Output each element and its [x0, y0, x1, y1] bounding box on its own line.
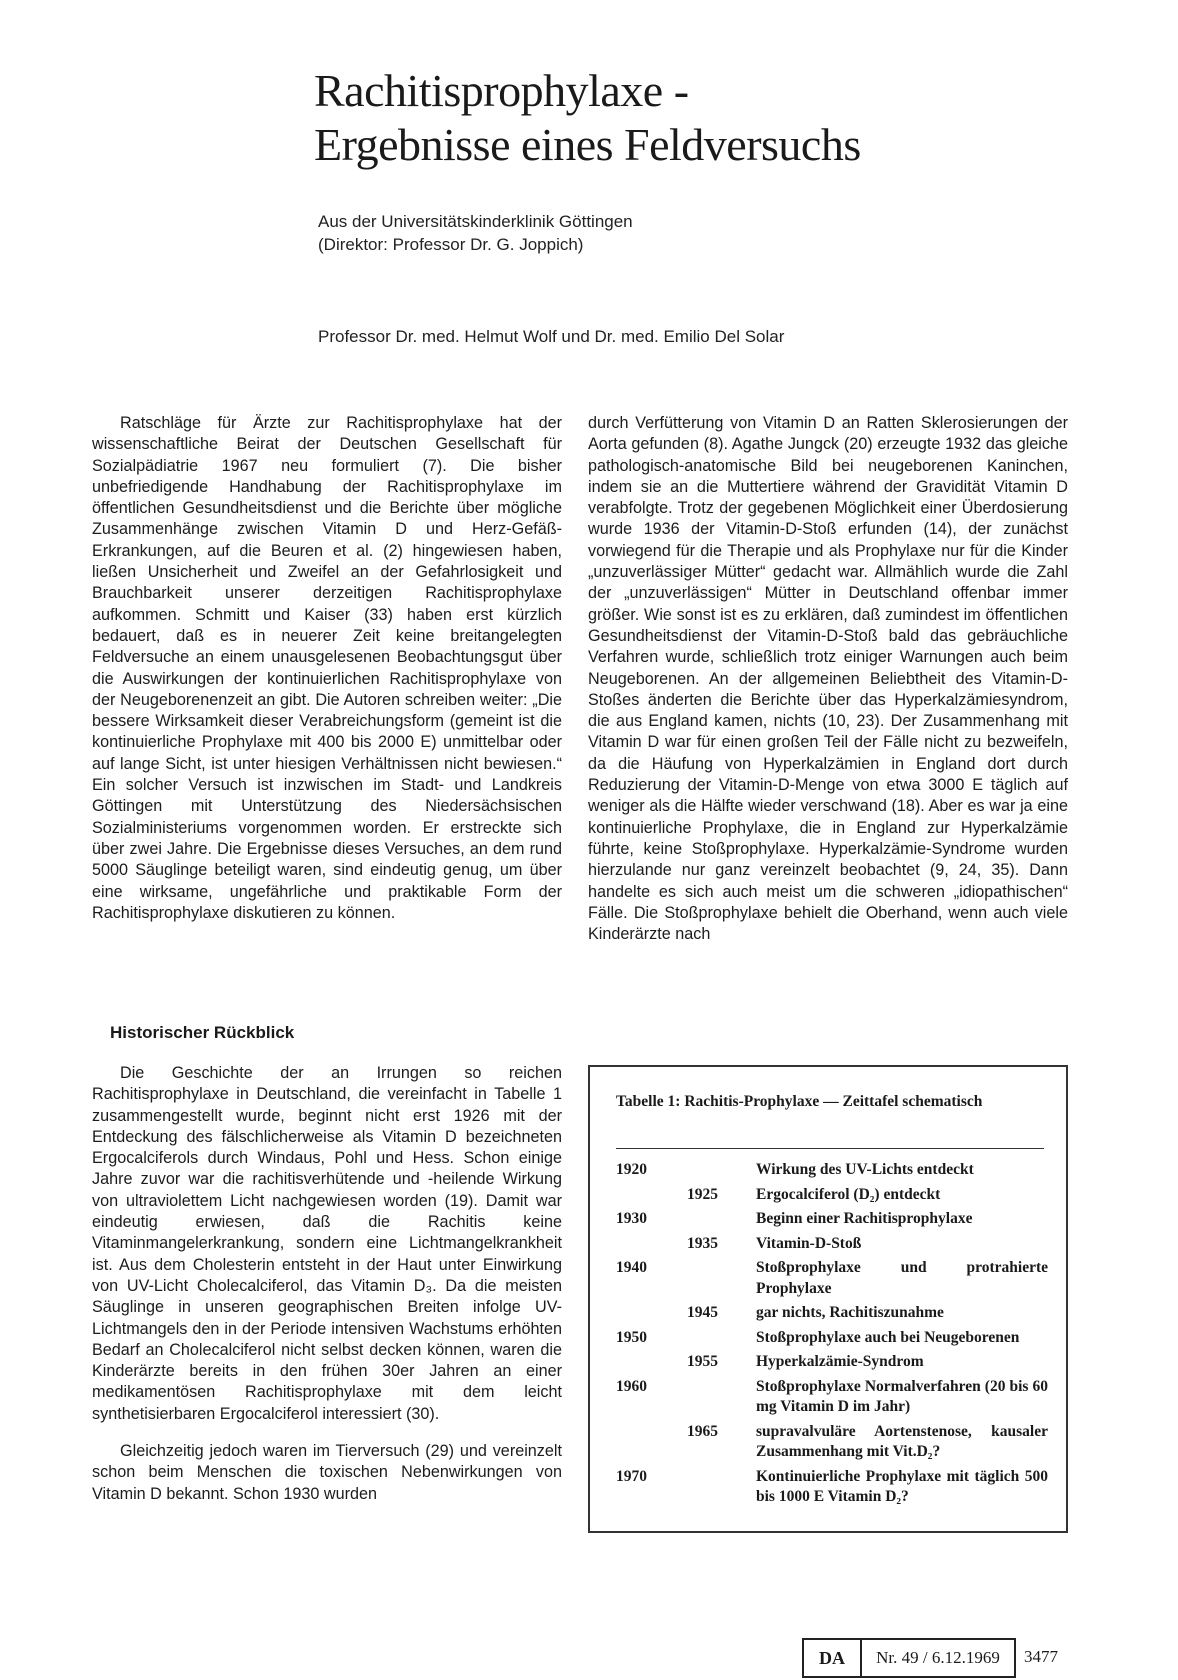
table-event: Stoßprophylaxe und protrahierte Prophylaxe [756, 1259, 1048, 1297]
affiliation-line-2: (Direktor: Professor Dr. G. Joppich) [318, 235, 584, 254]
table-year: 1920 [616, 1161, 647, 1178]
history-paragraph-2: Gleichzeitig jedoch waren im Tierversuch (29) und vereinzelt schon beim Menschen die toxischen Nebenwirkungen von Vitamin D bekannt. Schon 1930 wurden [92, 1442, 562, 1503]
table-year-intermediate: 1945 [687, 1304, 718, 1321]
right-column-paragraph: durch Verfütterung von Vitamin D an Ratten Sklerosierungen der Aorta gefunden (8). Agathe Jungck (20) erzeugte 1932 das gleiche pathologisch-anatomische Bild bei neugeborenen Kaninchen, indem sie an die Muttertiere während der Gravidität Vitamin D verabfolgte. Trotz der gegebenen Möglichkeit einer Überdosierung wurde 1936 der Vitamin-D-Stoß erfunden (14), der zunächst vorwiegend für die Therapie und als Prophylaxe nur für die Kinder „unzuverlässiger Mütter“ gedacht war. Allmählich wurde die Zahl der „unzuverlässigen“ Mütter in Deutschland offenbar immer größer. Wie sonst ist es zu erklären, daß zumindest im öffentlichen Gesundheitsdienst der Vitamin-D-Stoß bald das gebräuchliche Verfahren wurde, schließlich trotz einiger Warnungen auch beim Neugeborenen. An der allgemeinen Beliebtheit des Vitamin-D-Stoßes änderten die Berichte über das Hyperkalzämiesyndrom, die aus England kamen, nichts (10, 23). Der Zusammenhang mit Vitamin D war für einen großen Teil der Fälle nicht zu bezweifeln, da die Häufung von Hyperkalzämien in England dort durch Reduzierung der Vitamin-D-Menge von etwa 3000 E täglich auf weniger als die Hälfte wieder verschwand (18). Aber es war ja eine kontinuierliche Prophylaxe, die in England zur Hyperkalzämie führte, keine Stoßprophylaxe. Hyperkalzämie-Syndrome wurden hierzulande nur ganz vereinzelt beobachtet (9, 24, 35). Dann handelte es sich auch meist um die schweren „idiopathischen“ Fälle. Die Stoßprophylaxe behielt die Oberhand, wenn auch viele Kinderärzte nach [588, 414, 1068, 944]
title-line-1: Rachitisprophylaxe - [314, 65, 689, 116]
table-year: 1970 [616, 1467, 647, 1485]
intro-column [92, 413, 562, 924]
table-row [616, 1209, 1048, 1230]
table-rule [616, 1148, 1044, 1149]
table-event: Stoßprophylaxe auch bei Neugeborenen [756, 1328, 1020, 1346]
table-year: 1930 [616, 1210, 647, 1227]
affiliation [318, 210, 1018, 256]
table-year-intermediate: 1955 [687, 1353, 718, 1370]
timeline-table [588, 1065, 1068, 1533]
table-year: 1950 [616, 1328, 647, 1346]
table-rows [616, 1160, 1048, 1512]
table-year-intermediate: 1925 [687, 1185, 718, 1203]
table-event: Kontinuierliche Prophylaxe mit täglich 500 bis 1000 E Vitamin D₂? [756, 1467, 1048, 1505]
table-row [616, 1467, 1048, 1508]
table-row [616, 1234, 1048, 1255]
right-column [588, 413, 1068, 945]
table-row [616, 1377, 1048, 1418]
table-row [616, 1422, 1048, 1463]
table-year-intermediate: 1965 [687, 1422, 718, 1440]
table-event: Ergocalciferol (D₂) entdeckt [756, 1185, 941, 1203]
issue-info: Nr. 49 / 6.12.1969 [876, 1648, 1000, 1667]
table-year: 1960 [616, 1377, 647, 1395]
table-event: Hyperkalzämie-Syndrom [756, 1353, 924, 1370]
table-year-intermediate: 1935 [687, 1234, 718, 1252]
table-row [616, 1303, 1048, 1324]
page-number: 3477 [1024, 1647, 1058, 1666]
section-heading: Historischer Rückblick [110, 1023, 295, 1042]
table-event: Beginn einer Rachitisprophylaxe [756, 1210, 973, 1227]
table-event: Vitamin-D-Stoß [756, 1234, 862, 1252]
title-line-2: Ergebnisse eines Feldversuchs [314, 119, 861, 170]
table-caption: Tabelle 1: Rachitis-Prophylaxe — Zeittafel schematisch [616, 1093, 983, 1110]
table-row [616, 1185, 1048, 1206]
table-row [616, 1160, 1048, 1181]
journal-footer [802, 1638, 1016, 1678]
authors: Professor Dr. med. Helmut Wolf und Dr. med. Emilio Del Solar [318, 327, 785, 346]
history-paragraph-1: Die Geschichte der an Irrungen so reichen Rachitisprophylaxe in Deutschland, die vereinfacht in Tabelle 1 zusammengestellt wurde, beginnt nicht erst 1926 mit der Entdeckung des fälschlicherweise als Vitamin D bezeichneten Ergocalciferols durch Windaus, Pohl und Hess. Schon einige Jahre zuvor war die rachitisverhütende und -heilende Wirkung von ultraviolettem Licht nachgewiesen worden (19). Damit war eindeutig erwiesen, daß die Rachitis keine Vitaminmangelerkrankung, sondern eine Lichtmangelkrankheit ist. Aus dem Cholesterin entsteht in der Haut unter Einwirkung von UV-Licht Cholecalciferol, das Vitamin D₃. Da die meisten Säuglinge in unseren geographischen Breiten infolge UV-Lichtmangels den in der Periode intensiven Wachstums erhöhten Bedarf an Cholecalciferol nicht selbst decken können, waren die Kinderärzte bereits in den frühen 30er Jahren an einer medikamentösen Rachitisprophylaxe mit dem leicht synthetisierbaren Ergocalciferol interessiert (30). [92, 1064, 562, 1423]
table-year: 1940 [616, 1259, 647, 1276]
journal-logo: DA [804, 1640, 862, 1676]
table-event: gar nichts, Rachitiszunahme [756, 1304, 944, 1321]
article-title [314, 64, 1114, 172]
table-row [616, 1258, 1048, 1299]
table-event: Stoßprophylaxe Normalverfahren (20 bis 60 mg Vitamin D im Jahr) [756, 1377, 1048, 1415]
intro-paragraph: Ratschläge für Ärzte zur Rachitisprophylaxe hat der wissenschaftliche Beirat der Deutschen Gesellschaft für Sozialpädiatrie 1967 neu formuliert (7). Die bisher unbefriedigende Handhabung der Rachitisprophylaxe im öffentlichen Gesundheitsdienst und die Berichte über mögliche Zusammenhänge zwischen Vitamin D und Herz-Gefäß-Erkrankungen, auf die Beuren et al. (2) hingewiesen haben, ließen Unsicherheit und Zweifel an der Gefahrlosigkeit und Brauchbarkeit unserer derzeitigen Rachitisprophylaxe aufkommen. Schmitt und Kaiser (33) haben erst kürzlich bedauert, daß es in neuerer Zeit keine breitangelegten Feldversuche an einem unausgelesenen Beobachtungsgut über die Auswirkungen der kontinuierlichen Rachitisprophylaxe von der Neugeborenenzeit an gibt. Die Autoren schreiben weiter: „Die bessere Wirksamkeit dieser Verabreichungsform (gemeint ist die kontinuierliche Prophylaxe mit 400 bis 2000 E) unmittelbar oder auf lange Sicht, ist unter hiesigen Verhältnissen nicht bewiesen.“ Ein solcher Versuch ist inzwischen im Stadt- und Landkreis Göttingen mit Unterstützung des Niedersächsischen Sozialministeriums vorgenommen worden. Er erstreckte sich über zwei Jahre. Die Ergebnisse dieses Versuches, an dem rund 5000 Säuglinge beteiligt waren, sind eindeutig genug, um über eine wirksame, ungefährliche und praktikable Form der Rachitisprophylaxe diskutieren zu können. [92, 414, 562, 922]
table-event: supravalvuläre Aortenstenose, kausaler Zusammenhang mit Vit.D₂? [756, 1422, 1048, 1460]
table-event: Wirkung des UV-Lichts entdeckt [756, 1161, 974, 1178]
history-column [92, 1063, 562, 1505]
affiliation-line-1: Aus der Universitätskinderklinik Göttingen [318, 212, 633, 231]
table-row [616, 1328, 1048, 1349]
table-row [616, 1352, 1048, 1373]
